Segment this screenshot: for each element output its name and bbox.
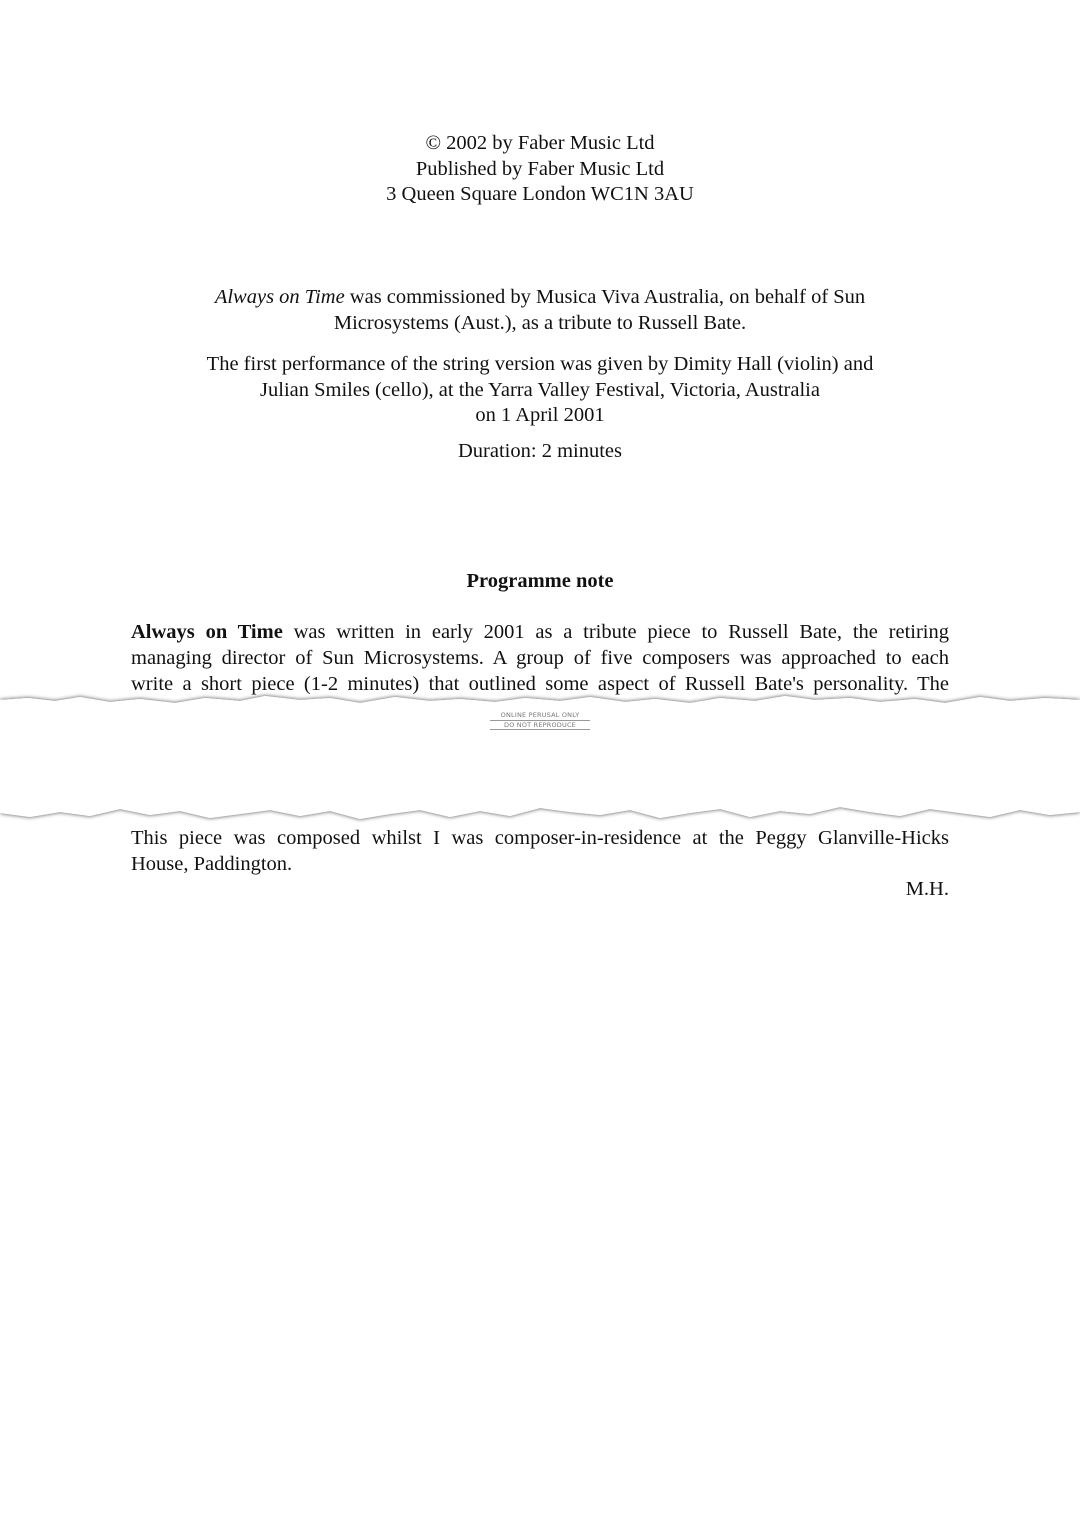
perusal-watermark-stamp (490, 711, 590, 730)
commission-line-1 (0, 285, 1080, 311)
stamp-line-1: ONLINE PERUSAL ONLY (490, 711, 590, 721)
note-line-final-2: House, Paddington. (131, 852, 293, 875)
commission-line-2: Microsystems (Aust.), as a tribute to Russell Bate. (333, 311, 747, 334)
programme-note-heading: Programme note (466, 570, 614, 592)
publisher-line: Published by Faber Music Ltd (415, 157, 665, 180)
note-line-2: managing director of Sun Microsystems. A group of five composers was approached to each (131, 646, 949, 669)
commission-note (0, 285, 1080, 336)
copyright-line: © 2002 by Faber Music Ltd (425, 132, 655, 154)
duration: Duration: 2 minutes (458, 440, 622, 462)
stamp-line-2: DO NOT REPRODUCE (490, 721, 590, 731)
publisher-address: 3 Queen Square London WC1N 3AU (386, 183, 694, 205)
note-line-1: Always on Time was written in early 2001 as a tribute piece to Russell Bate, the retiring (131, 621, 949, 643)
author-initials: M.H. (905, 878, 949, 900)
programme-note-paragraph-2 (131, 826, 949, 878)
note-line-final-1: This piece was composed whilst I was composer-in-residence at the Peggy Glanville-Hicks (131, 827, 949, 849)
work-title: Always on Time (214, 286, 345, 308)
torn-paper-redaction (0, 688, 1080, 830)
performance-line-3: on 1 April 2001 (475, 404, 605, 426)
performance-line-1: The first performance of the string version was given by Dimity Hall (violin) and (206, 353, 874, 375)
note-work-title: Always on Time (131, 621, 283, 643)
note-line-3: write a short piece (1-2 minutes) that outlined some aspect of Russell Bate's personality. The (131, 672, 949, 695)
first-performance-note (0, 352, 1080, 429)
programme-note-paragraph-1 (131, 620, 949, 698)
performance-line-2: Julian Smiles (cello), at the Yarra Valley Festival, Victoria, Australia (260, 378, 820, 401)
commission-text: was commissioned by Musica Viva Australia, on behalf of Sun (344, 286, 866, 308)
copyright-block (0, 131, 1080, 208)
